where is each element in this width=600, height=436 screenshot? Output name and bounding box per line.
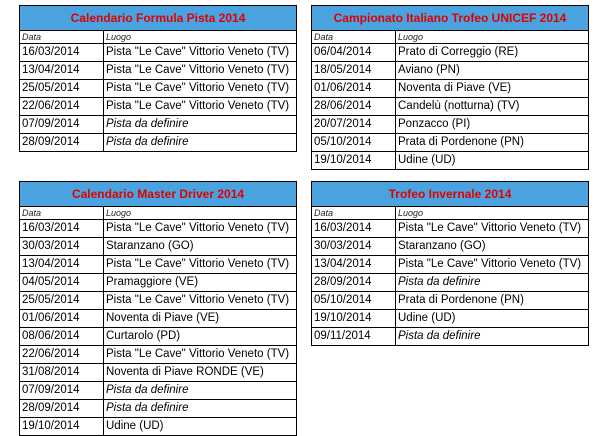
cell-place: Pista da definire [396, 328, 589, 346]
cell-place: Prata di Pordenone (PN) [396, 134, 589, 152]
cell-date: 28/09/2014 [20, 134, 104, 152]
cell-place: Aviano (PN) [396, 62, 589, 80]
cell-place: Prata di Pordenone (PN) [396, 292, 589, 310]
cell-place: Staranzano (GO) [104, 238, 297, 256]
table-row [20, 98, 297, 116]
cell-date: 01/06/2014 [312, 80, 396, 98]
table-row [20, 346, 297, 364]
cell-date: 13/04/2014 [20, 62, 104, 80]
cell-date: 16/03/2014 [312, 220, 396, 238]
table-title: Calendario Master Driver 2014 [20, 182, 297, 207]
table-row [312, 220, 589, 238]
cell-date: 20/07/2014 [312, 116, 396, 134]
table-title: Trofeo Invernale 2014 [312, 182, 589, 207]
cell-date: 22/06/2014 [20, 98, 104, 116]
table-row [312, 62, 589, 80]
table-row [312, 310, 589, 328]
cell-place: Noventa di Piave RONDE (VE) [104, 364, 297, 382]
cell-date: 28/06/2014 [312, 98, 396, 116]
table-row [312, 292, 589, 310]
table-row [312, 274, 589, 292]
cell-place: Noventa di Piave (VE) [396, 80, 589, 98]
cell-date: 07/09/2014 [20, 116, 104, 134]
calendar-table-master-driver [19, 181, 297, 436]
cell-date: 13/04/2014 [20, 256, 104, 274]
column-header-place: Luogo [396, 31, 589, 44]
cell-date: 18/05/2014 [312, 62, 396, 80]
table-row [312, 80, 589, 98]
cell-date: 30/03/2014 [312, 238, 396, 256]
table-title-row [312, 182, 589, 207]
cell-place: Pista da definire [104, 116, 297, 134]
table-row [20, 256, 297, 274]
table-row [20, 116, 297, 134]
cell-date: 01/06/2014 [20, 310, 104, 328]
table-row [20, 80, 297, 98]
table-row [312, 238, 589, 256]
table-row [312, 328, 589, 346]
column-header-place: Luogo [104, 31, 297, 44]
table-header-row [20, 207, 297, 220]
cell-date: 07/09/2014 [20, 382, 104, 400]
table-row [312, 152, 589, 170]
cell-place: Pista da definire [396, 274, 589, 292]
table-header-row [312, 31, 589, 44]
cell-date: 09/11/2014 [312, 328, 396, 346]
column-header-date: Data [20, 207, 104, 220]
table-row [20, 220, 297, 238]
cell-place: Curtarolo (PD) [104, 328, 297, 346]
cell-date: 08/06/2014 [20, 328, 104, 346]
cell-place: Udine (UD) [396, 310, 589, 328]
cell-place: Pista "Le Cave" Vittorio Veneto (TV) [104, 346, 297, 364]
table-title: Calendario Formula Pista 2014 [20, 6, 297, 31]
cell-date: 19/10/2014 [312, 152, 396, 170]
cell-date: 05/10/2014 [312, 292, 396, 310]
table-header-row [312, 207, 589, 220]
cell-place: Pista "Le Cave" Vittorio Veneto (TV) [104, 220, 297, 238]
cell-place: Pista da definire [104, 400, 297, 418]
cell-date: 25/05/2014 [20, 292, 104, 310]
calendar-table-trofeo-unicef [311, 5, 589, 170]
cell-place: Candelù (notturna) (TV) [396, 98, 589, 116]
cell-place: Pista da definire [104, 134, 297, 152]
table-row [20, 364, 297, 382]
table-row [312, 98, 589, 116]
cell-date: 25/05/2014 [20, 80, 104, 98]
cell-place: Udine (UD) [396, 152, 589, 170]
cell-date: 28/09/2014 [312, 274, 396, 292]
table-row [20, 328, 297, 346]
table-header-row [20, 31, 297, 44]
cell-date: 19/10/2014 [20, 418, 104, 436]
table-row [20, 310, 297, 328]
table-row [20, 292, 297, 310]
cell-date: 16/03/2014 [20, 44, 104, 62]
cell-place: Pista "Le Cave" Vittorio Veneto (TV) [104, 292, 297, 310]
column-header-place: Luogo [396, 207, 589, 220]
cell-date: 06/04/2014 [312, 44, 396, 62]
table-row [312, 44, 589, 62]
cell-place: Pista "Le Cave" Vittorio Veneto (TV) [396, 220, 589, 238]
column-header-date: Data [312, 31, 396, 44]
cell-date: 30/03/2014 [20, 238, 104, 256]
table-row [312, 134, 589, 152]
calendar-table-trofeo-invernale [311, 181, 589, 346]
cell-date: 13/04/2014 [312, 256, 396, 274]
cell-date: 28/09/2014 [20, 400, 104, 418]
table-row [20, 238, 297, 256]
cell-place: Noventa di Piave (VE) [104, 310, 297, 328]
cell-place: Pista "Le Cave" Vittorio Veneto (TV) [396, 256, 589, 274]
cell-place: Ponzacco (PI) [396, 116, 589, 134]
table-row [20, 274, 297, 292]
table-row [20, 382, 297, 400]
table-row [20, 134, 297, 152]
table-row [20, 418, 297, 436]
table-row [20, 44, 297, 62]
table-title-row [312, 6, 589, 31]
cell-place: Pista "Le Cave" Vittorio Veneto (TV) [104, 44, 297, 62]
calendar-table-formula-pista [19, 5, 297, 152]
column-header-date: Data [20, 31, 104, 44]
column-header-date: Data [312, 207, 396, 220]
table-title: Campionato Italiano Trofeo UNICEF 2014 [312, 6, 589, 31]
table-row [20, 62, 297, 80]
cell-date: 05/10/2014 [312, 134, 396, 152]
table-title-row [20, 182, 297, 207]
cell-place: Pista "Le Cave" Vittorio Veneto (TV) [104, 62, 297, 80]
cell-date: 22/06/2014 [20, 346, 104, 364]
cell-date: 04/05/2014 [20, 274, 104, 292]
cell-place: Pista "Le Cave" Vittorio Veneto (TV) [104, 80, 297, 98]
table-row [312, 256, 589, 274]
cell-place: Staranzano (GO) [396, 238, 589, 256]
cell-place: Pista "Le Cave" Vittorio Veneto (TV) [104, 98, 297, 116]
cell-date: 19/10/2014 [312, 310, 396, 328]
cell-place: Udine (UD) [104, 418, 297, 436]
cell-date: 16/03/2014 [20, 220, 104, 238]
cell-date: 31/08/2014 [20, 364, 104, 382]
table-row [20, 400, 297, 418]
cell-place: Prato di Correggio (RE) [396, 44, 589, 62]
cell-place: Pista "Le Cave" Vittorio Veneto (TV) [104, 256, 297, 274]
column-header-place: Luogo [104, 207, 297, 220]
table-row [312, 116, 589, 134]
cell-place: Pista da definire [104, 382, 297, 400]
table-title-row [20, 6, 297, 31]
cell-place: Pramaggiore (VE) [104, 274, 297, 292]
